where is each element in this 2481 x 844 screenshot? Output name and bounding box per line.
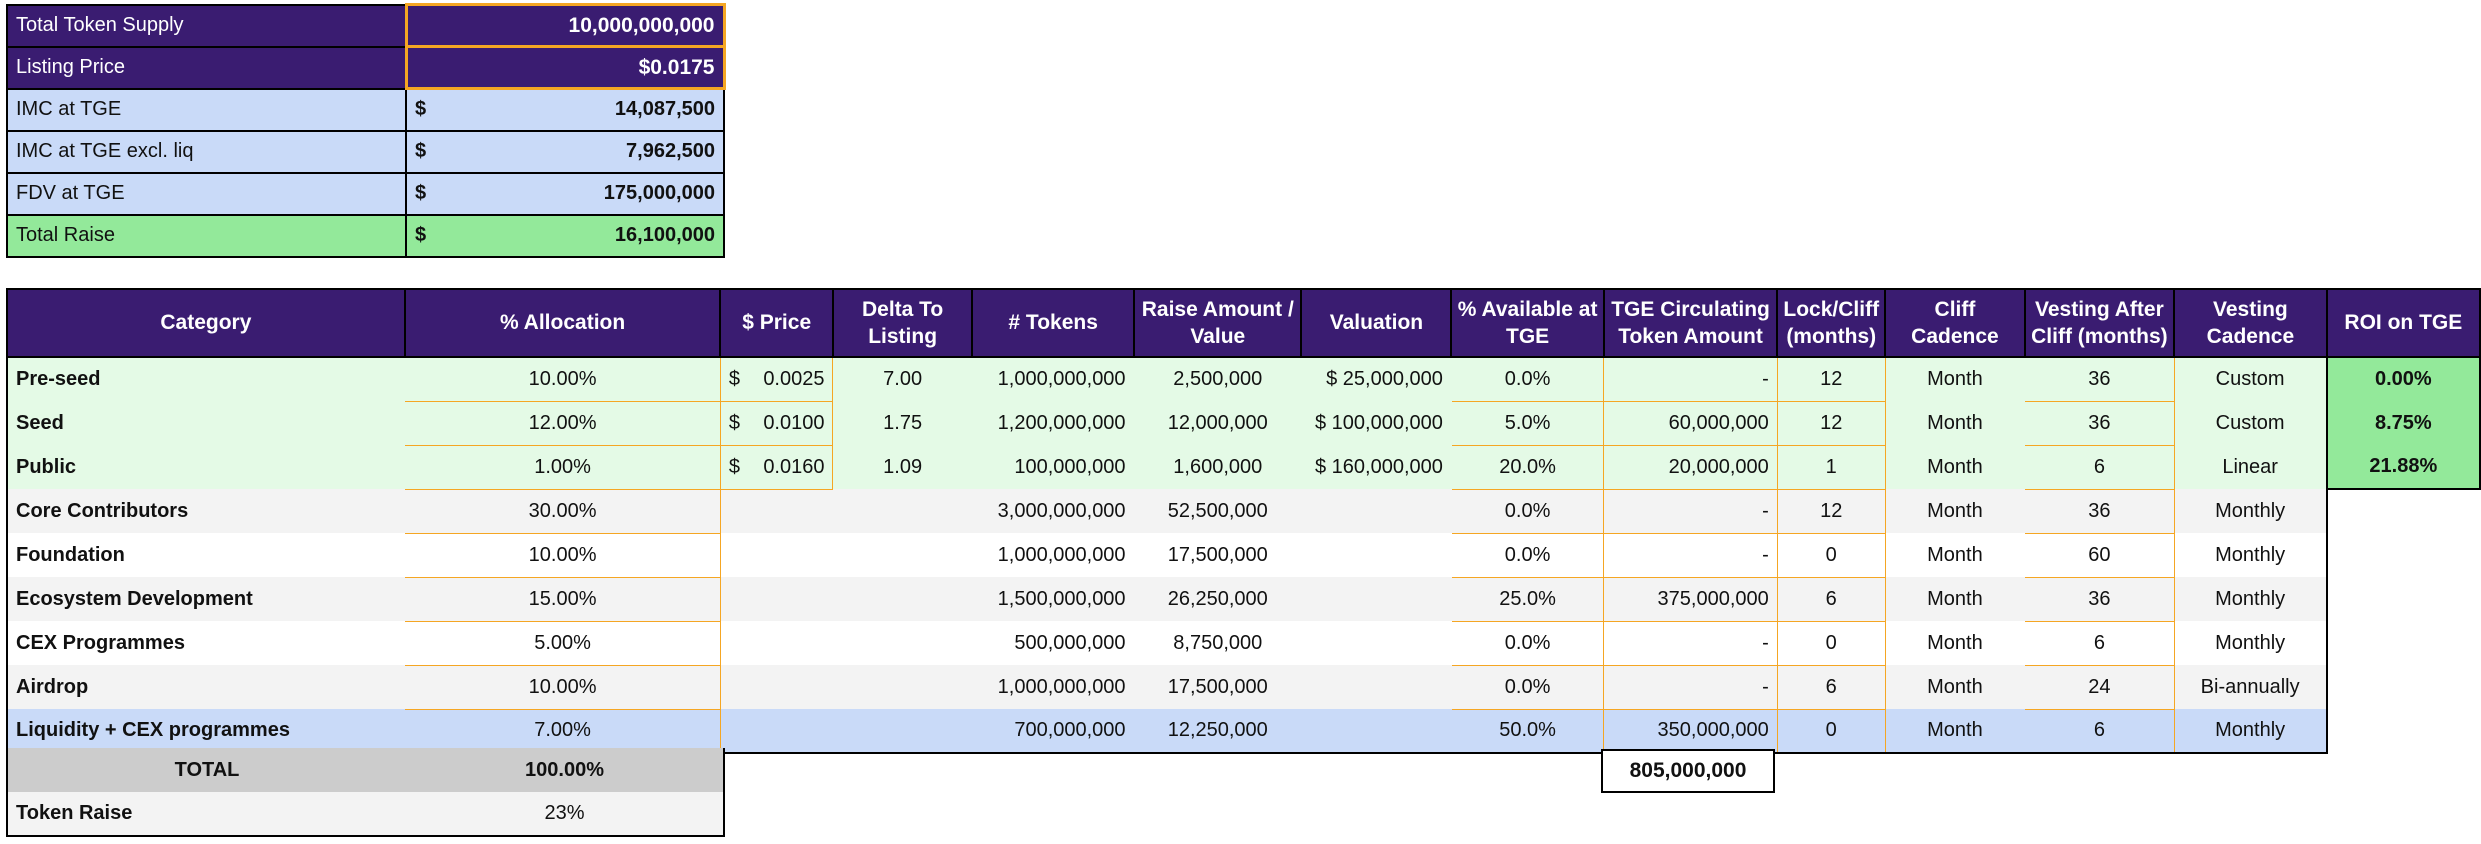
price-cell[interactable] <box>720 621 833 665</box>
valuation-cell[interactable] <box>1301 533 1451 577</box>
valuation-cell[interactable]: $ 25,000,000 <box>1301 357 1451 401</box>
lock-cell[interactable]: 12 <box>1777 489 1885 533</box>
tokens-cell[interactable]: 1,500,000,000 <box>972 577 1134 621</box>
cliff-cadence-cell[interactable]: Month <box>1885 489 2024 533</box>
price-cell[interactable] <box>720 665 833 709</box>
lock-cell[interactable]: 0 <box>1777 709 1885 753</box>
raise-cell[interactable]: 2,500,000 <box>1134 357 1301 401</box>
category-cell[interactable]: Liquidity + CEX programmes <box>7 709 405 753</box>
vesting-after-cell[interactable]: 36 <box>2025 357 2174 401</box>
header-row <box>7 289 2480 357</box>
token-raise-label[interactable]: Token Raise <box>7 792 406 836</box>
price-cell[interactable] <box>720 577 833 621</box>
summary-value-cell[interactable] <box>406 47 724 89</box>
allocation-cell[interactable]: 10.00% <box>405 665 721 709</box>
available-cell[interactable]: 0.0% <box>1451 533 1603 577</box>
table-row <box>7 489 2480 533</box>
vesting-after-cell[interactable]: 24 <box>2025 665 2174 709</box>
summary-label[interactable]: IMC at TGE excl. liq <box>7 131 406 173</box>
roi-cell[interactable] <box>2327 621 2480 665</box>
circulating-cell[interactable]: - <box>1604 665 1777 709</box>
currency-sign: $ <box>415 224 427 246</box>
category-cell[interactable]: CEX Programmes <box>7 621 405 665</box>
roi-cell[interactable] <box>2327 533 2480 577</box>
category-cell[interactable]: Ecosystem Development <box>7 577 405 621</box>
header-tokens[interactable]: # Tokens <box>972 289 1134 357</box>
vesting-cadence-cell[interactable]: Bi-annually <box>2174 665 2327 709</box>
circulating-cell[interactable]: - <box>1604 357 1777 401</box>
valuation-cell[interactable] <box>1301 621 1451 665</box>
table-row <box>7 445 2480 489</box>
vesting-cadence-cell[interactable]: Custom <box>2174 357 2327 401</box>
raise-cell[interactable]: 1,600,000 <box>1134 445 1301 489</box>
circulating-cell[interactable]: 20,000,000 <box>1604 445 1777 489</box>
header-price[interactable]: $ Price <box>720 289 833 357</box>
currency-sign: $ <box>415 98 427 121</box>
lock-cell[interactable]: 6 <box>1777 577 1885 621</box>
roi-cell[interactable] <box>2327 489 2480 533</box>
vesting-after-cell[interactable]: 6 <box>2025 445 2174 489</box>
summary-value: 16,100,000 <box>614 224 715 246</box>
vesting-cadence-cell[interactable]: Monthly <box>2174 489 2327 533</box>
available-cell[interactable]: 20.0% <box>1451 445 1603 489</box>
price-cell[interactable] <box>720 533 833 577</box>
delta-cell[interactable] <box>833 621 972 665</box>
summary-label[interactable]: FDV at TGE <box>7 173 406 215</box>
price-value: 0.0025 <box>763 367 825 390</box>
valuation-cell[interactable] <box>1301 577 1451 621</box>
vesting-cadence-cell[interactable]: Monthly <box>2174 709 2327 753</box>
header-lock[interactable]: Lock/Cliff (months) <box>1777 289 1885 357</box>
delta-cell[interactable]: 1.75 <box>833 401 972 445</box>
category-cell[interactable]: Airdrop <box>7 665 405 709</box>
tokens-cell[interactable]: 1,000,000,000 <box>972 533 1134 577</box>
available-cell[interactable]: 0.0% <box>1451 621 1603 665</box>
valuation-cell[interactable] <box>1301 665 1451 709</box>
tokens-cell[interactable]: 1,000,000,000 <box>972 665 1134 709</box>
summary-row <box>7 173 724 215</box>
roi-cell[interactable]: 8.75% <box>2327 401 2480 445</box>
summary-value-cell[interactable] <box>406 215 724 257</box>
lock-cell[interactable]: 12 <box>1777 357 1885 401</box>
raise-cell[interactable]: 52,500,000 <box>1134 489 1301 533</box>
total-label[interactable]: TOTAL <box>7 748 406 792</box>
vesting-after-cell[interactable]: 36 <box>2025 489 2174 533</box>
lock-cell[interactable]: 12 <box>1777 401 1885 445</box>
roi-cell[interactable] <box>2327 577 2480 621</box>
allocation-cell[interactable]: 12.00% <box>405 401 721 445</box>
valuation-cell[interactable] <box>1301 489 1451 533</box>
table-row <box>7 577 2480 621</box>
lock-cell[interactable]: 0 <box>1777 621 1885 665</box>
token-raise-value[interactable]: 23% <box>406 792 724 836</box>
vesting-after-cell[interactable]: 36 <box>2025 401 2174 445</box>
total-circulating-cell[interactable]: 805,000,000 <box>1601 749 1775 793</box>
summary-label[interactable]: Total Raise <box>7 215 406 257</box>
tokens-cell[interactable]: 700,000,000 <box>972 709 1134 753</box>
table-row <box>7 357 2480 401</box>
vesting-after-cell[interactable]: 6 <box>2025 709 2174 753</box>
available-cell[interactable]: 25.0% <box>1451 577 1603 621</box>
category-cell[interactable]: Seed <box>7 401 405 445</box>
vesting-after-cell[interactable]: 60 <box>2025 533 2174 577</box>
allocation-cell[interactable]: 5.00% <box>405 621 721 665</box>
raise-cell[interactable]: 12,250,000 <box>1134 709 1301 753</box>
price-currency: $ <box>728 455 741 478</box>
summary-body <box>7 5 724 257</box>
summary-value-cell[interactable] <box>406 89 724 131</box>
summary-row <box>7 47 724 89</box>
header-raise[interactable]: Raise Amount / Value <box>1134 289 1301 357</box>
header-available[interactable]: % Available at TGE <box>1451 289 1603 357</box>
tokens-cell[interactable]: 500,000,000 <box>972 621 1134 665</box>
valuation-cell[interactable]: $ 160,000,000 <box>1301 445 1451 489</box>
header-valuation[interactable]: Valuation <box>1301 289 1451 357</box>
table-row <box>7 401 2480 445</box>
circulating-cell[interactable]: 350,000,000 <box>1604 709 1777 753</box>
allocation-cell[interactable]: 30.00% <box>405 489 721 533</box>
lock-cell[interactable]: 6 <box>1777 665 1885 709</box>
header-circulating[interactable]: TGE Circulating Token Amount <box>1604 289 1777 357</box>
vesting-cadence-cell[interactable]: Custom <box>2174 401 2327 445</box>
vesting-after-cell[interactable]: 36 <box>2025 577 2174 621</box>
vesting-cadence-cell[interactable]: Monthly <box>2174 533 2327 577</box>
header-vesting-cadence[interactable]: Vesting Cadence <box>2174 289 2327 357</box>
summary-value-cell[interactable] <box>406 5 724 47</box>
header-delta[interactable]: Delta To Listing <box>833 289 972 357</box>
raise-cell[interactable]: 12,000,000 <box>1134 401 1301 445</box>
delta-cell[interactable]: 1.09 <box>833 445 972 489</box>
tokenomics-table <box>6 288 2481 754</box>
summary-value: 175,000,000 <box>603 182 715 204</box>
category-cell[interactable]: Pre-seed <box>7 357 405 401</box>
circulating-cell[interactable]: 375,000,000 <box>1604 577 1777 621</box>
summary-value: 7,962,500 <box>626 140 715 162</box>
delta-cell[interactable]: 7.00 <box>833 357 972 401</box>
cliff-cadence-cell[interactable]: Month <box>1885 401 2024 445</box>
cliff-cadence-cell[interactable]: Month <box>1885 577 2024 621</box>
raise-cell[interactable]: 26,250,000 <box>1134 577 1301 621</box>
circulating-cell[interactable]: - <box>1604 533 1777 577</box>
summary-value: 10,000,000,000 <box>568 13 715 37</box>
total-row <box>7 748 724 792</box>
header-category[interactable]: Category <box>7 289 405 357</box>
circulating-cell[interactable]: 60,000,000 <box>1604 401 1777 445</box>
summary-row <box>7 89 724 131</box>
tokens-cell[interactable]: 1,200,000,000 <box>972 401 1134 445</box>
header-allocation[interactable]: % Allocation <box>405 289 721 357</box>
delta-cell[interactable] <box>833 709 972 753</box>
category-cell[interactable]: Core Contributors <box>7 489 405 533</box>
totals-table <box>6 748 725 837</box>
available-cell[interactable]: 50.0% <box>1451 709 1603 753</box>
header-vesting-after[interactable]: Vesting After Cliff (months) <box>2025 289 2174 357</box>
tokens-cell[interactable]: 100,000,000 <box>972 445 1134 489</box>
token-raise-row <box>7 792 724 836</box>
summary-value: 14,087,500 <box>614 98 715 121</box>
header-roi[interactable]: ROI on TGE <box>2327 289 2480 357</box>
summary-value-cell[interactable] <box>406 173 724 215</box>
cliff-cadence-cell[interactable]: Month <box>1885 445 2024 489</box>
summary-value: $0.0175 <box>638 55 715 79</box>
cliff-cadence-cell[interactable]: Month <box>1885 357 2024 401</box>
header-cliff-cadence[interactable]: Cliff Cadence <box>1885 289 2024 357</box>
vesting-after-cell[interactable]: 6 <box>2025 621 2174 665</box>
price-cell[interactable] <box>720 489 833 533</box>
lock-cell[interactable]: 0 <box>1777 533 1885 577</box>
price-value: 0.0160 <box>763 455 825 478</box>
summary-row <box>7 215 724 257</box>
vesting-cadence-cell[interactable]: Monthly <box>2174 577 2327 621</box>
delta-cell[interactable] <box>833 577 972 621</box>
delta-cell[interactable] <box>833 665 972 709</box>
price-cell[interactable] <box>720 401 833 445</box>
summary-label[interactable]: Total Token Supply <box>7 5 406 47</box>
circulating-cell[interactable]: - <box>1604 621 1777 665</box>
available-cell[interactable]: 0.0% <box>1451 357 1603 401</box>
price-cell[interactable] <box>720 445 833 489</box>
summary-table <box>6 3 726 258</box>
price-cell[interactable] <box>720 357 833 401</box>
available-cell[interactable]: 0.0% <box>1451 489 1603 533</box>
available-cell[interactable]: 0.0% <box>1451 665 1603 709</box>
circulating-cell[interactable]: - <box>1604 489 1777 533</box>
summary-row <box>7 5 724 47</box>
table-row <box>7 533 2480 577</box>
summary-label[interactable]: IMC at TGE <box>7 89 406 131</box>
allocation-cell[interactable]: 15.00% <box>405 577 721 621</box>
raise-cell[interactable]: 8,750,000 <box>1134 621 1301 665</box>
lock-cell[interactable]: 1 <box>1777 445 1885 489</box>
raise-cell[interactable]: 17,500,000 <box>1134 665 1301 709</box>
allocation-cell[interactable]: 1.00% <box>405 445 721 489</box>
delta-cell[interactable] <box>833 489 972 533</box>
table-row <box>7 709 2480 753</box>
tokens-cell[interactable]: 3,000,000,000 <box>972 489 1134 533</box>
allocation-cell[interactable]: 10.00% <box>405 533 721 577</box>
valuation-cell[interactable]: $ 100,000,000 <box>1301 401 1451 445</box>
cliff-cadence-cell[interactable]: Month <box>1885 665 2024 709</box>
price-currency: $ <box>728 411 741 434</box>
category-cell[interactable]: Foundation <box>7 533 405 577</box>
summary-value-cell[interactable] <box>406 131 724 173</box>
vesting-cadence-cell[interactable]: Linear <box>2174 445 2327 489</box>
cliff-cadence-cell[interactable]: Month <box>1885 709 2024 753</box>
summary-label[interactable]: Listing Price <box>7 47 406 89</box>
roi-cell[interactable] <box>2327 709 2480 753</box>
roi-cell[interactable]: 21.88% <box>2327 445 2480 489</box>
valuation-cell[interactable] <box>1301 709 1451 753</box>
tokens-cell[interactable]: 1,000,000,000 <box>972 357 1134 401</box>
table-row <box>7 621 2480 665</box>
allocation-cell[interactable]: 10.00% <box>405 357 721 401</box>
price-currency: $ <box>728 367 741 390</box>
summary-row <box>7 131 724 173</box>
total-allocation[interactable]: 100.00% <box>406 748 724 792</box>
vesting-cadence-cell[interactable]: Monthly <box>2174 621 2327 665</box>
price-cell[interactable] <box>720 709 833 753</box>
roi-cell[interactable]: 0.00% <box>2327 357 2480 401</box>
table-row <box>7 665 2480 709</box>
tokenomics-body <box>7 357 2480 753</box>
delta-cell[interactable] <box>833 533 972 577</box>
currency-sign: $ <box>415 182 427 204</box>
cliff-cadence-cell[interactable]: Month <box>1885 621 2024 665</box>
price-value: 0.0100 <box>763 411 825 434</box>
category-cell[interactable]: Public <box>7 445 405 489</box>
allocation-cell[interactable]: 7.00% <box>405 709 721 753</box>
currency-sign: $ <box>415 140 427 162</box>
roi-cell[interactable] <box>2327 665 2480 709</box>
cliff-cadence-cell[interactable]: Month <box>1885 533 2024 577</box>
available-cell[interactable]: 5.0% <box>1451 401 1603 445</box>
raise-cell[interactable]: 17,500,000 <box>1134 533 1301 577</box>
